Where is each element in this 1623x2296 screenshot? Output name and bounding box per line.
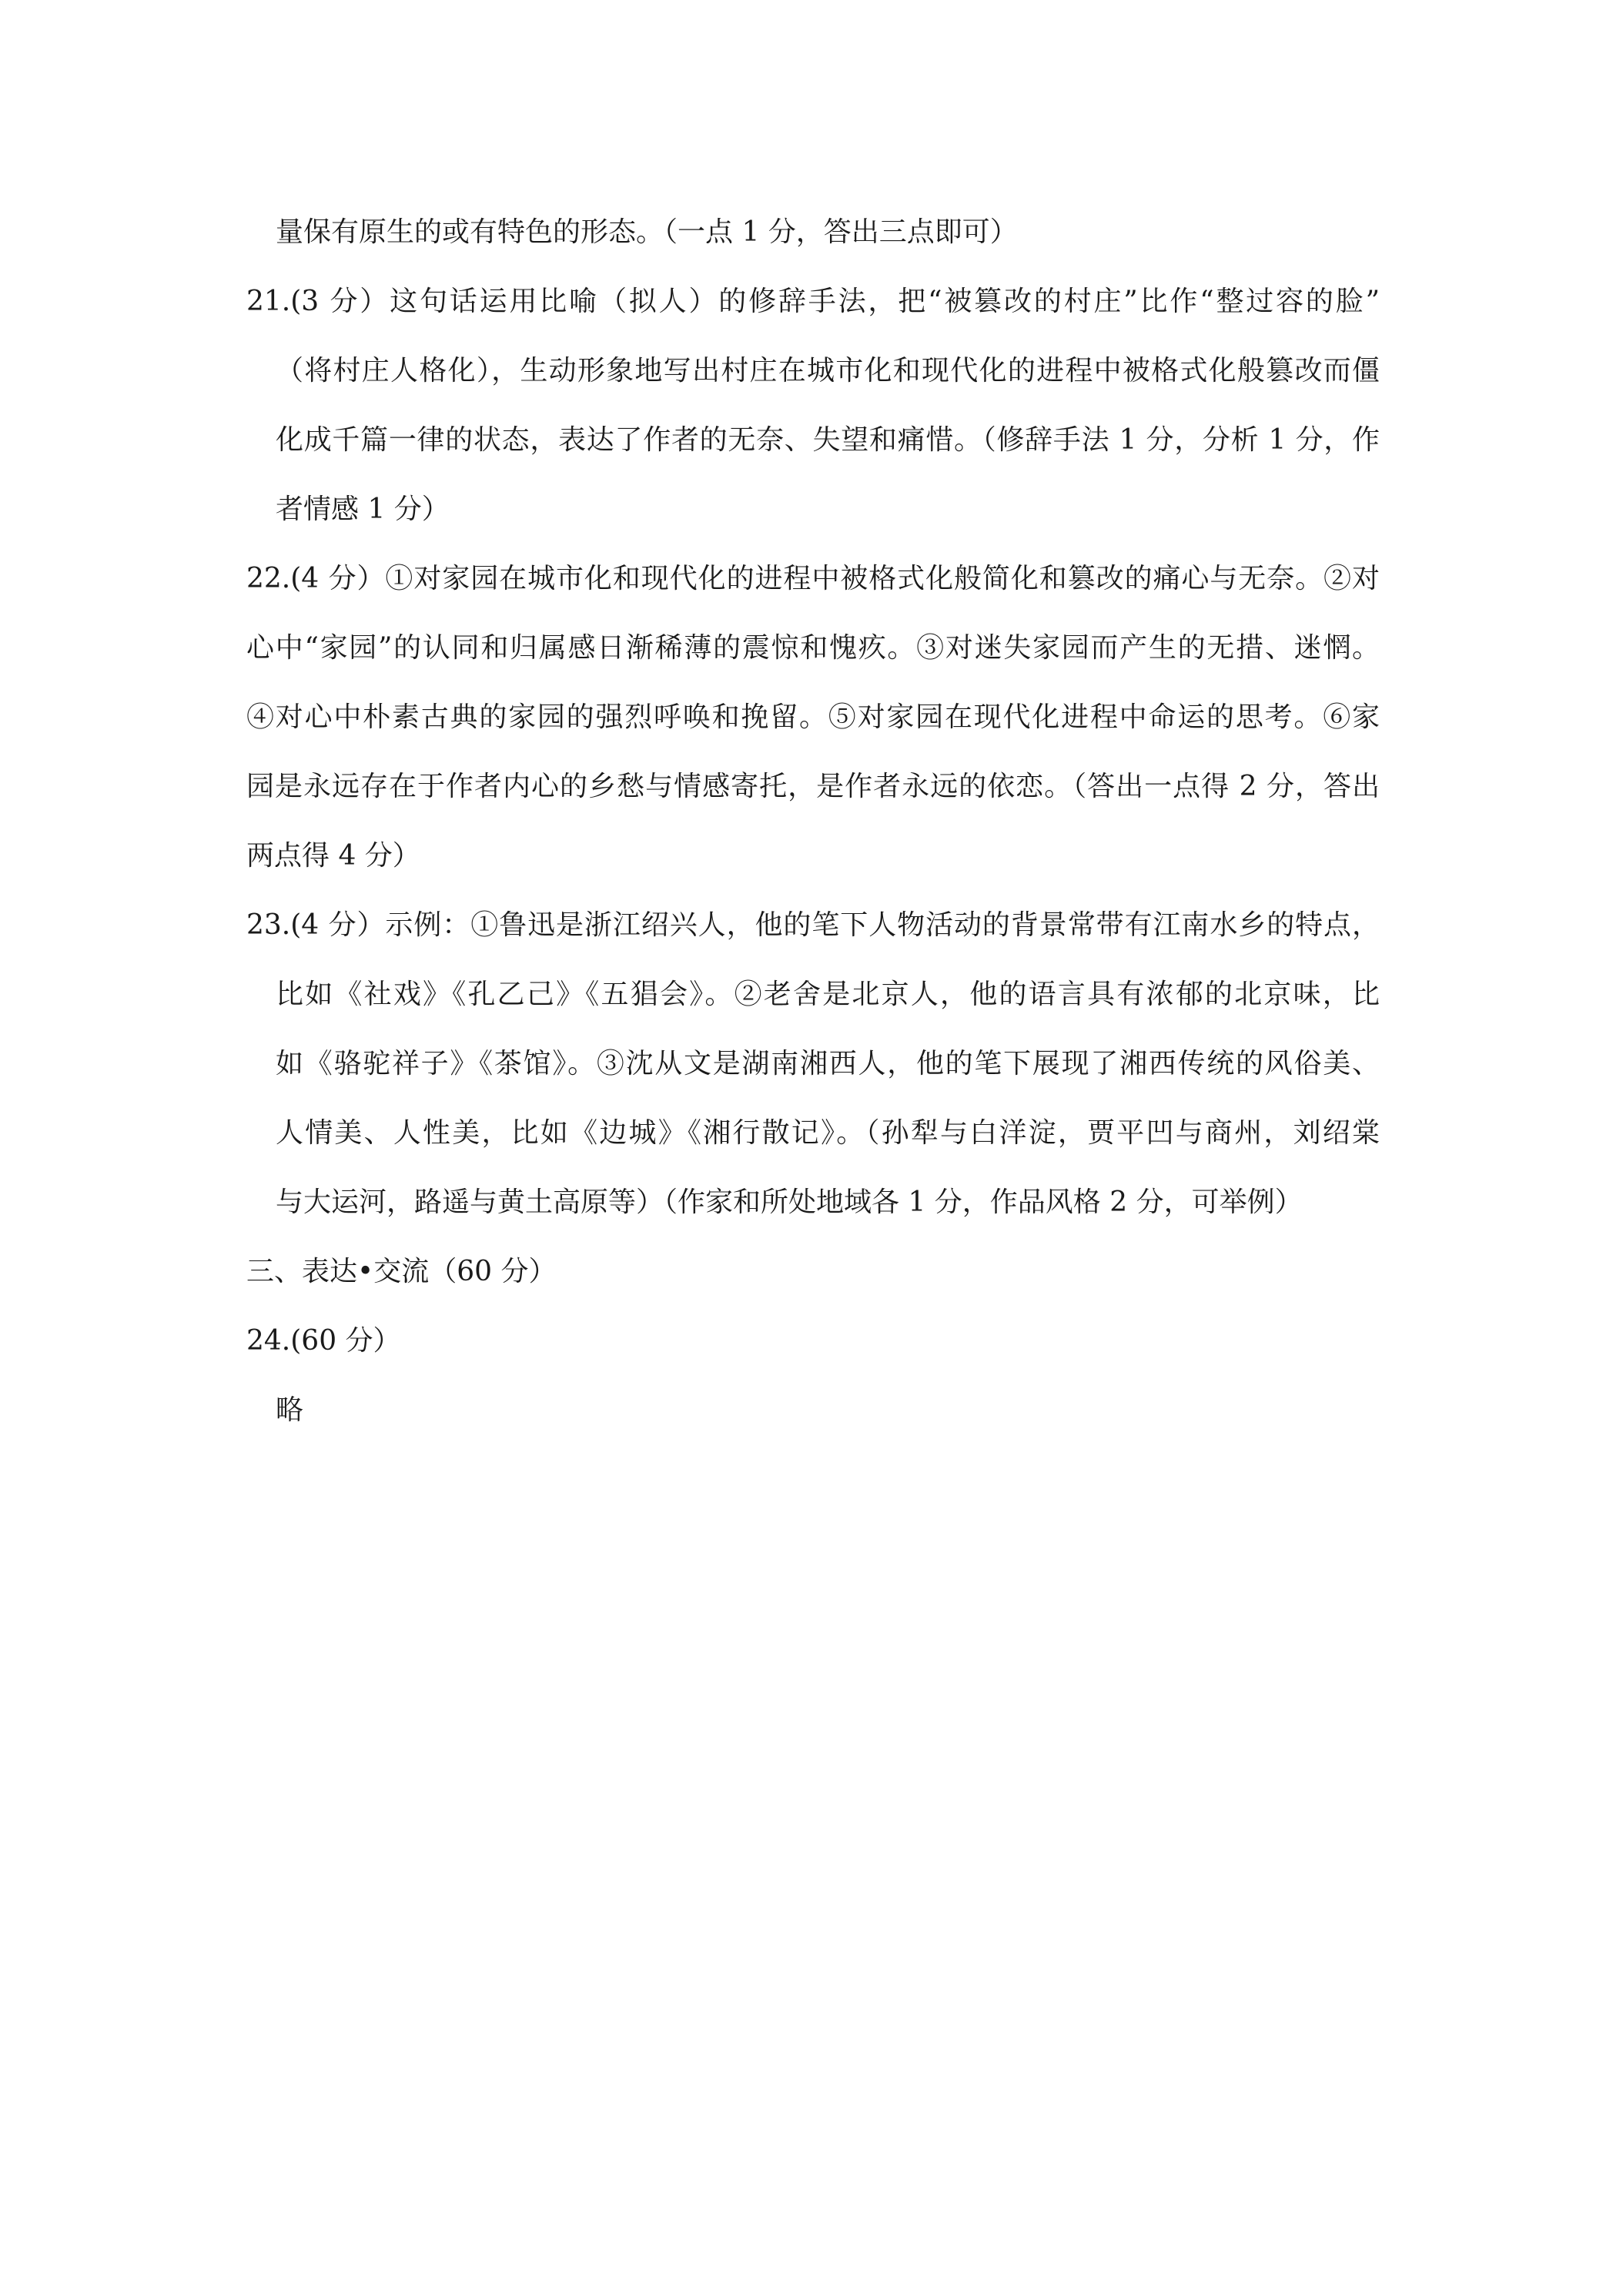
answer-23-line-2: 比如《社戏》《孔乙己》《五猖会》。②老舍是北京人，他的语言具有浓郁的北京味，比 xyxy=(276,979,1380,1010)
answer-20-tail-line: 量保有原生的或有特色的形态。（一点 1 分，答出三点即可） xyxy=(276,216,1018,248)
answer-22-line-1: 22.(4 分）①对家园在城市化和现代化的进程中被格式化般简化和篡改的痛心与无奈。②对 xyxy=(246,563,1380,594)
answer-23-line-5: 与大运河，路遥与黄土高原等）（作家和所处地域各 1 分，作品风格 2 分，可举例） xyxy=(276,1186,1303,1218)
answer-24-heading: 24.(60 分） xyxy=(246,1325,401,1357)
answer-23-line-3: 如《骆驼祥子》《茶馆》。③沈从文是湖南湘西人，他的笔下展现了湘西传统的风俗美、 xyxy=(276,1048,1380,1079)
answer-23-line-1: 23.(4 分）示例：①鲁迅是浙江绍兴人，他的笔下人物活动的背景常带有江南水乡的特点， xyxy=(246,909,1380,941)
answer-24-body: 略 xyxy=(276,1394,304,1426)
answer-23-line-4: 人情美、人性美，比如《边城》《湘行散记》。（孙犁与白洋淀，贾平凹与商州，刘绍棠 xyxy=(276,1117,1380,1149)
answer-21-line-4: 者情感 1 分） xyxy=(276,494,450,525)
answer-21-line-3: 化成千篇一律的状态，表达了作者的无奈、失望和痛惜。（修辞手法 1 分，分析 1 分，作 xyxy=(276,424,1380,456)
answer-22-line-5: 两点得 4 分） xyxy=(246,840,420,872)
answer-22-line-2: 心中“家园”的认同和归属感日渐稀薄的震惊和愧疚。③对迷失家园而产生的无措、迷惘。 xyxy=(246,632,1380,664)
answer-21-line-1: 21.(3 分）这句话运用比喻（拟人）的修辞手法，把“被篡改的村庄”比作“整过容的脸” xyxy=(246,286,1380,317)
answer-22-line-3: ④对心中朴素古典的家园的强烈呼唤和挽留。⑤对家园在现代化进程中命运的思考。⑥家 xyxy=(246,701,1380,733)
answer-21-line-2: （将村庄人格化），生动形象地写出村庄在城市化和现代化的进程中被格式化般篡改而僵 xyxy=(276,355,1380,387)
answer-22-line-4: 园是永远存在于作者内心的乡愁与情感寄托，是作者永远的依恋。（答出一点得 2 分，答出 xyxy=(246,771,1380,802)
section-3-heading: 三、表达•交流（60 分） xyxy=(246,1256,557,1287)
